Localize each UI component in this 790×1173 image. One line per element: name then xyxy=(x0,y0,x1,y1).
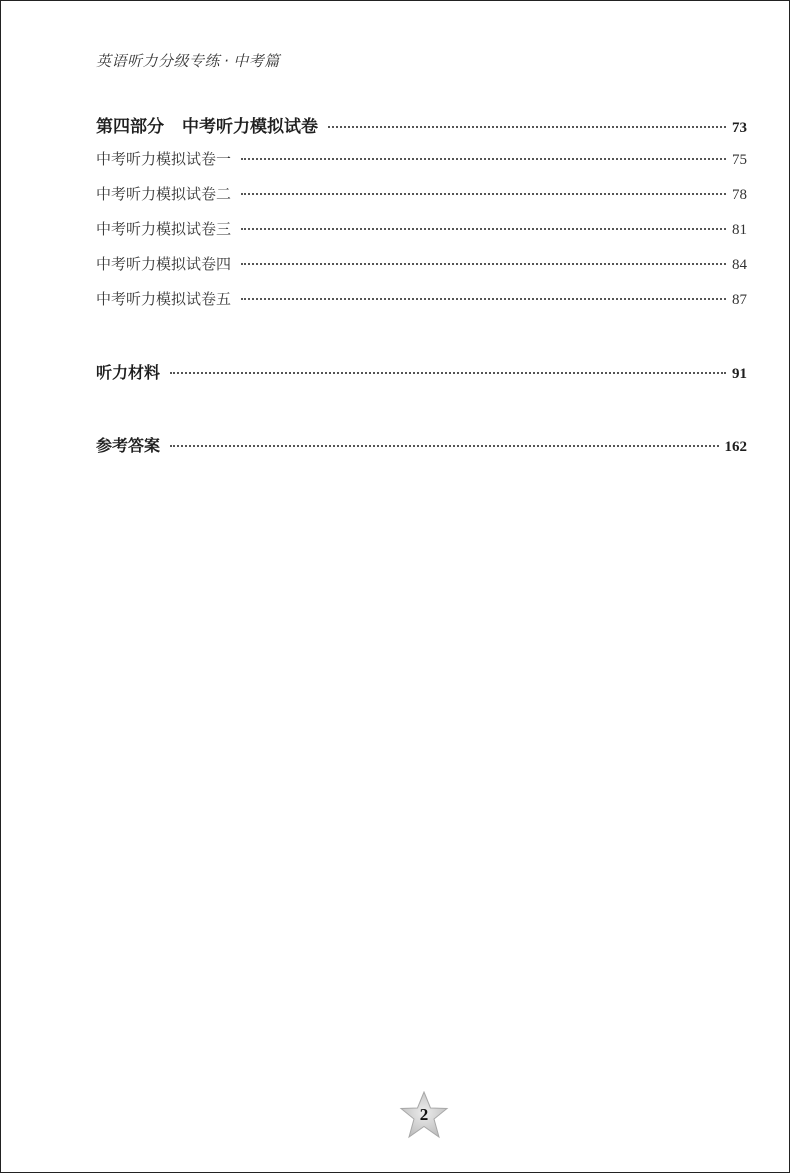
toc-page-number: 81 xyxy=(732,222,747,238)
toc-page-number: 87 xyxy=(732,292,747,308)
dot-leader xyxy=(241,228,726,230)
book-title: 英语听力分级专练 xyxy=(96,52,221,70)
toc-section-label: 听力材料 xyxy=(96,363,161,382)
toc-section-answer-key[interactable] xyxy=(96,433,747,456)
dot-leader xyxy=(241,298,726,300)
toc-part-four[interactable] xyxy=(96,112,747,137)
toc-page-number: 84 xyxy=(732,257,747,273)
toc-item-label: 中考听力模拟试卷三 xyxy=(96,220,232,238)
toc-page-number: 73 xyxy=(732,120,747,136)
toc-item-label: 中考听力模拟试卷四 xyxy=(96,255,232,273)
toc-item-label: 中考听力模拟试卷二 xyxy=(96,185,232,203)
dot-leader xyxy=(328,126,726,128)
page-number-badge xyxy=(399,1091,449,1139)
toc-item-label: 中考听力模拟试卷五 xyxy=(96,290,232,308)
dot-leader xyxy=(241,263,726,265)
toc-section-label: 参考答案 xyxy=(96,436,161,455)
dot-leader xyxy=(170,372,726,374)
toc-item-mock-4[interactable] xyxy=(96,253,747,274)
toc-item-mock-3[interactable] xyxy=(96,218,747,239)
dot-leader xyxy=(241,158,726,160)
toc-page-number: 162 xyxy=(724,439,747,455)
part-title: 中考听力模拟试卷 xyxy=(182,117,318,137)
toc-item-label: 中考听力模拟试卷一 xyxy=(96,150,232,168)
book-subtitle: 中考篇 xyxy=(233,52,280,70)
toc-section-listening-material[interactable] xyxy=(96,360,747,383)
dot-leader xyxy=(170,445,718,447)
toc-part-heading xyxy=(96,112,318,137)
toc-item-mock-1[interactable] xyxy=(96,148,747,169)
header-separator: · xyxy=(224,52,230,70)
dot-leader xyxy=(241,193,726,195)
part-number: 第四部分 xyxy=(96,117,164,137)
toc-page-number: 78 xyxy=(732,187,747,203)
toc-page-number: 91 xyxy=(732,366,747,382)
running-header xyxy=(96,50,280,71)
toc-page-number: 75 xyxy=(732,152,747,168)
page-number: 2 xyxy=(419,1105,429,1124)
toc-item-mock-5[interactable] xyxy=(96,288,747,309)
toc-item-mock-2[interactable] xyxy=(96,183,747,204)
